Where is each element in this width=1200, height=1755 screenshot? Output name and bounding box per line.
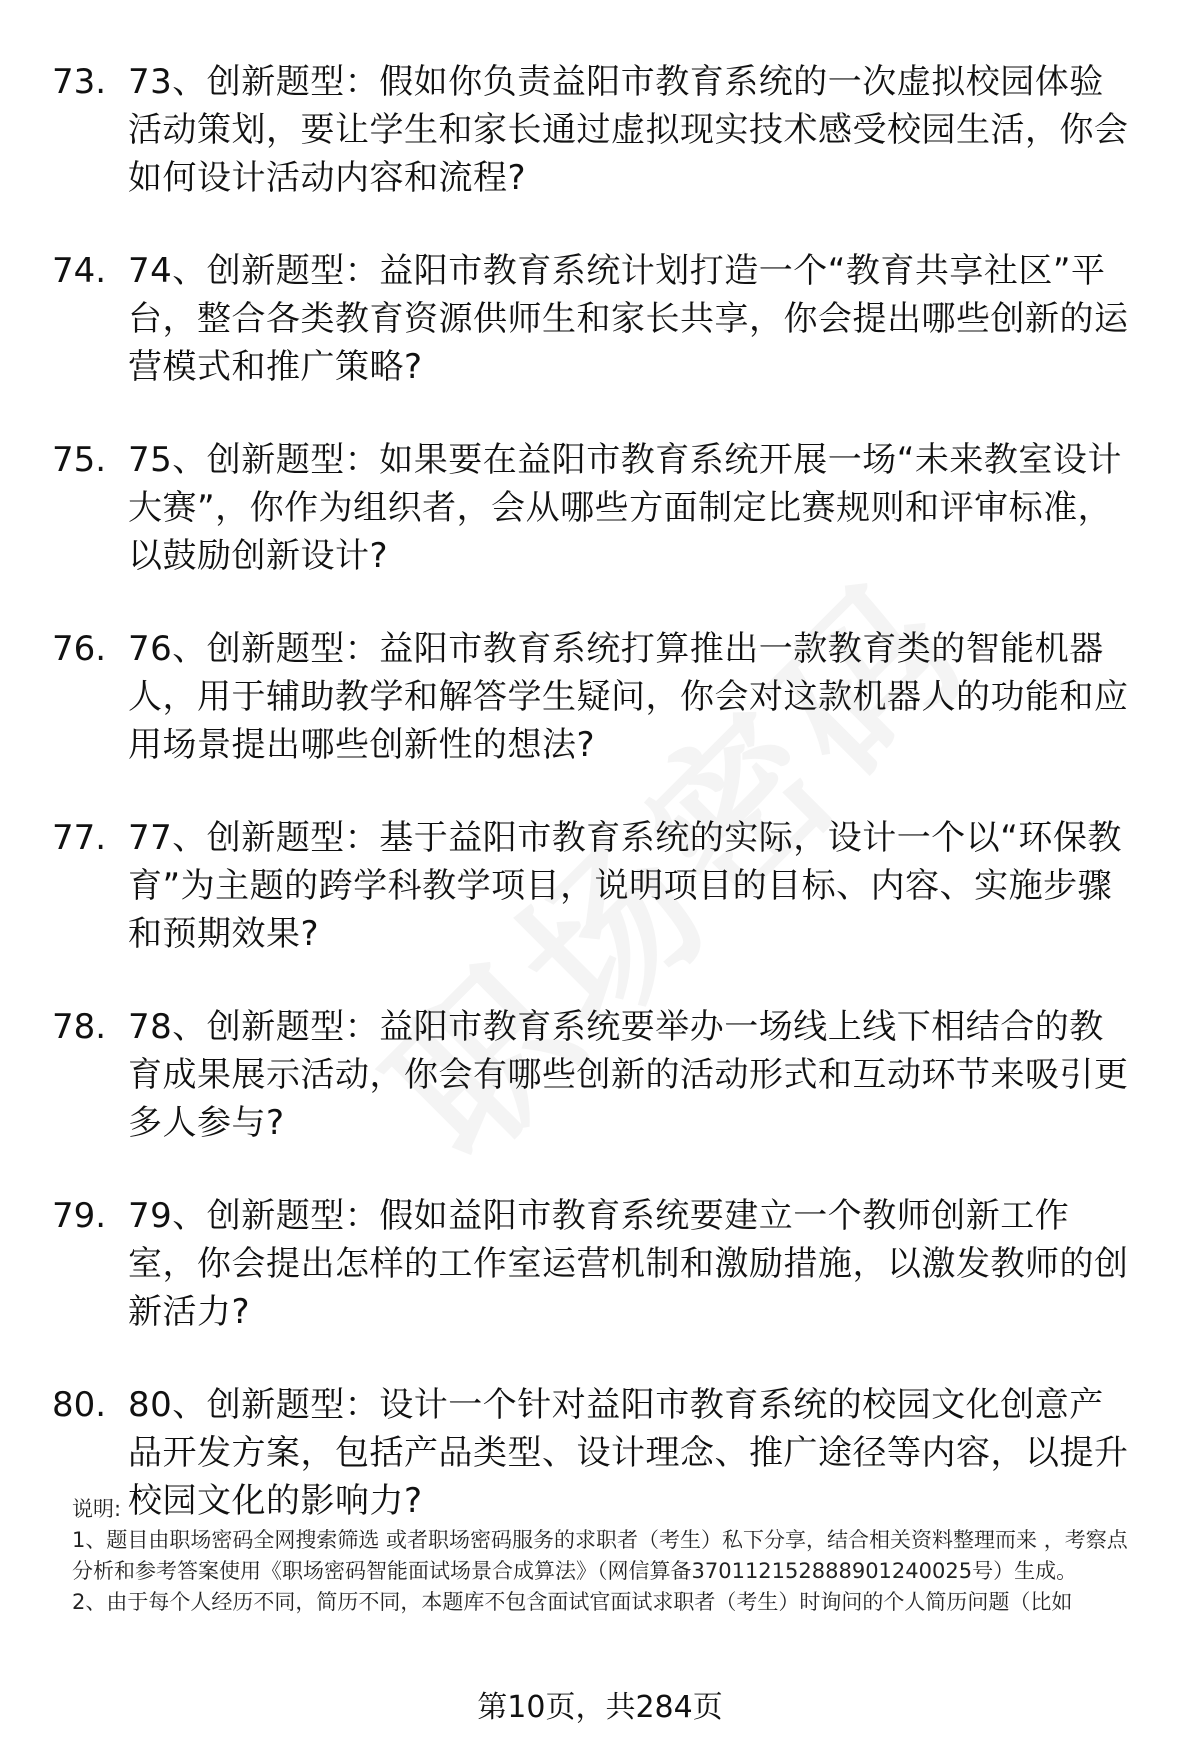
- question-item: [52, 247, 1162, 391]
- question-text: 76、创新题型：益阳市教育系统打算推出一款教育类的智能机器人，用于辅助教学和解答学生疑问，你会对这款机器人的功能和应用场景提出哪些创新性的想法?: [128, 629, 1129, 765]
- question-item: [52, 58, 1162, 202]
- notes-section: [72, 1494, 1142, 1618]
- note-item: 1、题目由职场密码全网搜索筛选 或者职场密码服务的求职者（考生）私下分享，结合相关资料整理而来 ，考察点分析和参考答案使用《职场密码智能面试场景合成算法》（网信算备370112152888901240025号）生成。: [72, 1528, 1128, 1583]
- question-number: 77.: [52, 818, 107, 858]
- question-item: [52, 814, 1162, 958]
- question-text: 77、创新题型：基于益阳市教育系统的实际，设计一个以“环保教育”为主题的跨学科教学项目，说明项目的目标、内容、实施步骤和预期效果?: [128, 818, 1122, 954]
- question-text: 80、创新题型：设计一个针对益阳市教育系统的校园文化创意产品开发方案，包括产品类型、设计理念、推广途径等内容，以提升校园文化的影响力?: [128, 1385, 1129, 1521]
- question-text: 73、创新题型：假如你负责益阳市教育系统的一次虚拟校园体验活动策划，要让学生和家长通过虚拟现实技术感受校园生活，你会如何设计活动内容和流程?: [128, 62, 1129, 198]
- question-item: [52, 625, 1162, 769]
- question-number: 73.: [52, 62, 107, 102]
- note-item: 2、由于每个人经历不同，简历不同，本题库不包含面试官面试求职者（考生）时询问的个人简历问题（比如: [72, 1590, 1073, 1614]
- question-text: 74、创新题型：益阳市教育系统计划打造一个“教育共享社区”平台，整合各类教育资源供师生和家长共享，你会提出哪些创新的运营模式和推广策略?: [128, 251, 1129, 387]
- question-item: [52, 436, 1162, 580]
- page-number: 第10页，共284页: [477, 1690, 723, 1725]
- question-item: [52, 1192, 1162, 1336]
- question-number: 74.: [52, 251, 107, 291]
- question-text: 75、创新题型：如果要在益阳市教育系统开展一场“未来教室设计大赛”，你作为组织者，会从哪些方面制定比赛规则和评审标准，以鼓励创新设计?: [128, 440, 1122, 576]
- notes-heading: 说明:: [72, 1497, 122, 1521]
- question-number: 79.: [52, 1196, 107, 1236]
- question-number: 76.: [52, 629, 107, 669]
- question-text: 78、创新题型：益阳市教育系统要举办一场线上线下相结合的教育成果展示活动，你会有哪些创新的活动形式和互动环节来吸引更多人参与?: [128, 1007, 1129, 1143]
- question-number: 75.: [52, 440, 107, 480]
- question-number: 78.: [52, 1007, 107, 1047]
- question-item: [52, 1003, 1162, 1147]
- question-number: 80.: [52, 1385, 107, 1425]
- question-text: 79、创新题型：假如益阳市教育系统要建立一个教师创新工作室，你会提出怎样的工作室运营机制和激励措施，以激发教师的创新活力?: [128, 1196, 1129, 1332]
- question-list: [52, 58, 1162, 1570]
